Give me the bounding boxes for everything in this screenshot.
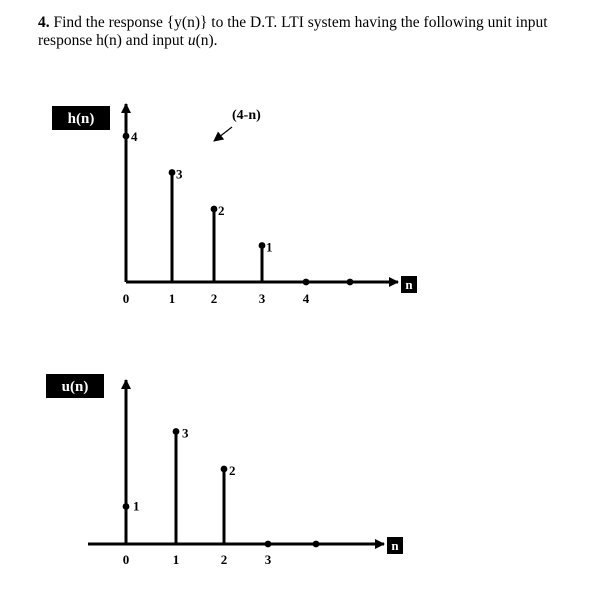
axis-label: n (391, 538, 399, 553)
axis-label: n (405, 277, 413, 292)
stem-value-label: 2 (229, 463, 236, 478)
stem-dot (123, 133, 130, 140)
stem-dot (221, 466, 228, 473)
stem-dot (265, 541, 272, 548)
x-tick-label: 3 (258, 291, 266, 306)
question-text-part2: (n). (195, 32, 218, 49)
stem-value-label: 3 (176, 166, 183, 182)
plot-title: h(n) (67, 111, 95, 127)
stem-dot (123, 503, 130, 510)
x-tick-label: 4 (302, 291, 310, 306)
x-tick-label: 0 (122, 291, 130, 306)
stem-value-label: 2 (218, 203, 225, 218)
stem-value-label: 1 (133, 498, 140, 514)
question-number: 4. (38, 14, 50, 31)
formula-annotation: (4-n) (232, 108, 261, 123)
plot-title: u(n) (61, 379, 89, 395)
stem-dot (303, 279, 310, 286)
x-tick-label: 0 (122, 552, 130, 567)
axis-dot (347, 279, 354, 286)
stem-value-label: 1 (266, 239, 273, 255)
stem-dot (211, 206, 218, 213)
x-tick-label: 2 (220, 552, 228, 567)
x-tick-label: 1 (168, 291, 176, 306)
x-tick-label: 2 (210, 291, 218, 306)
question-text-part1: Find the response {y(n)} to the D.T. LTI system having the following unit input response h(n) and input (38, 14, 548, 49)
stem-dot (173, 428, 180, 435)
input-symbol: u (187, 32, 196, 49)
stem-dot (169, 169, 176, 176)
h-n-plot (52, 104, 417, 306)
axis-dot (313, 541, 320, 548)
annotation-arrow (214, 127, 232, 141)
u-n-plot (46, 374, 403, 567)
stem-value-label: 4 (131, 129, 138, 144)
x-tick-label: 1 (172, 552, 180, 567)
x-tick-label: 3 (264, 552, 272, 567)
stem-value-label: 3 (182, 425, 189, 441)
stem-dot (259, 242, 266, 249)
